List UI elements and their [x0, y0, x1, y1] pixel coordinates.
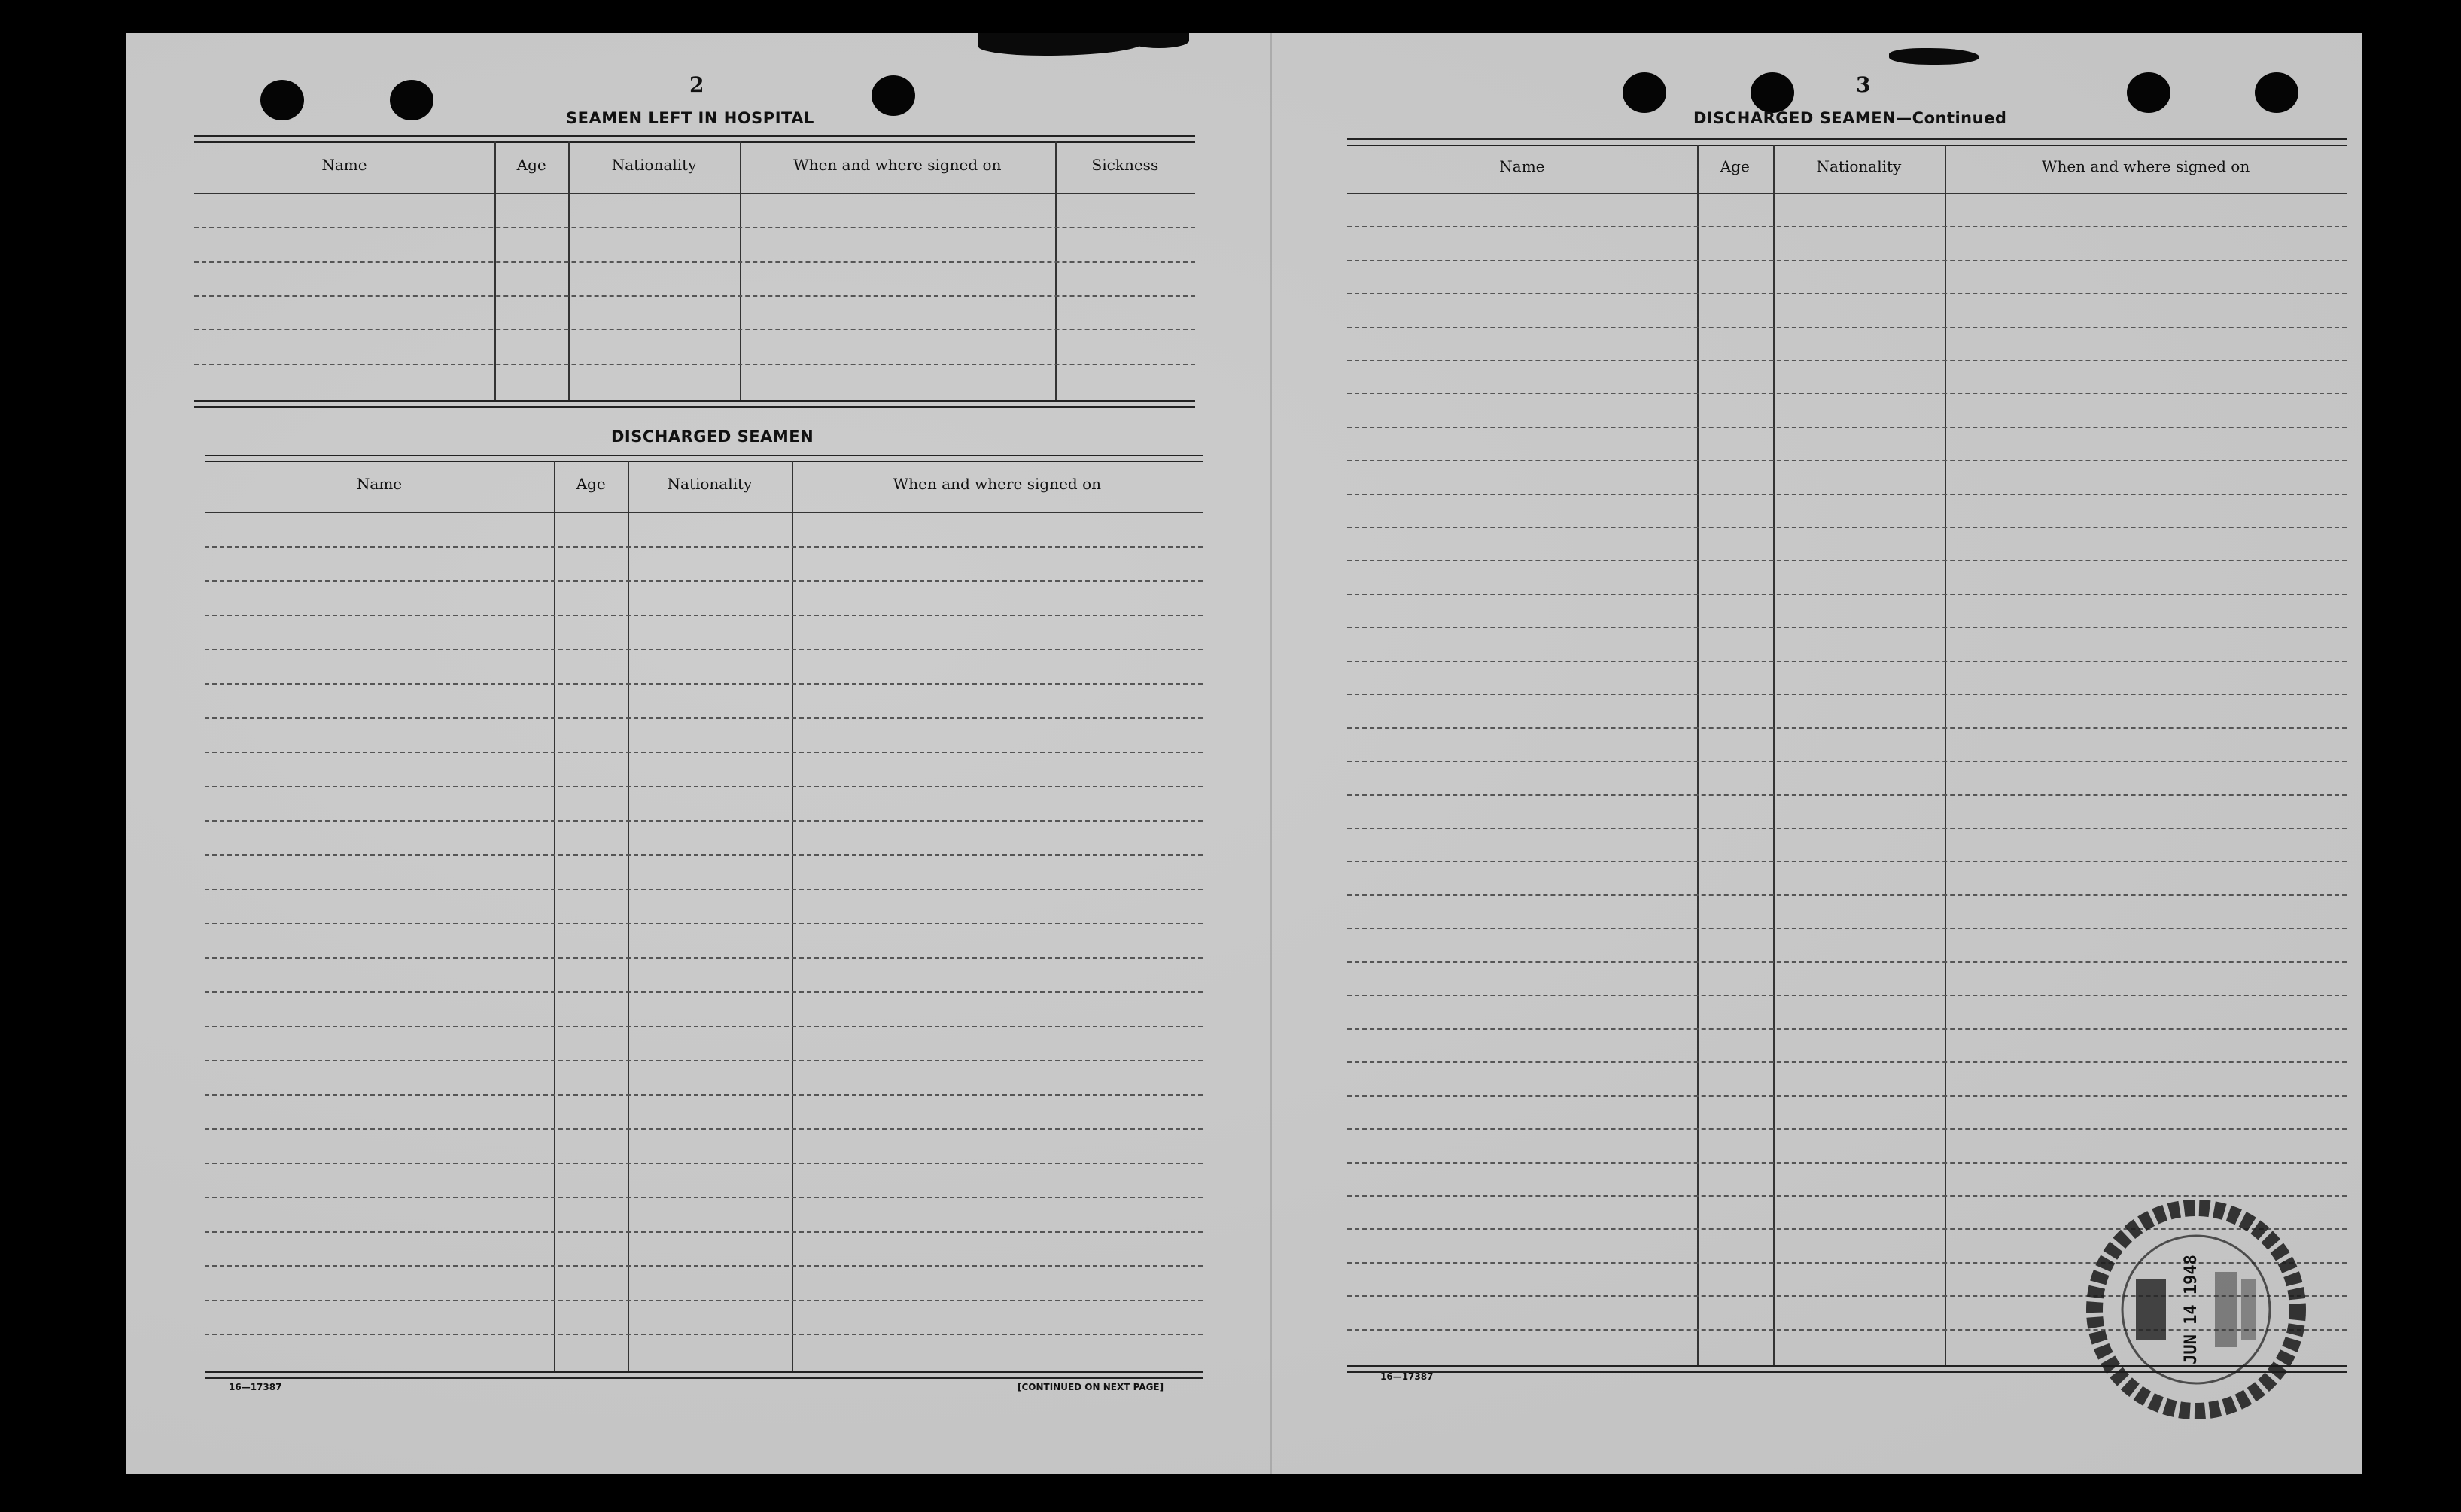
- table-row: [1347, 828, 2347, 829]
- discharged-section-title-right: [1693, 109, 2006, 127]
- discharged-table-right: [1347, 138, 2347, 1370]
- postmark-stamp: [2083, 1197, 2309, 1422]
- page-number-left: 2: [689, 72, 704, 97]
- table-row: [205, 854, 1203, 856]
- table-row: [1347, 494, 2347, 495]
- table-row: [194, 261, 1195, 263]
- table-row: [1347, 1095, 2347, 1097]
- table-row: [1347, 560, 2347, 561]
- column-divider: [554, 461, 555, 1371]
- punch-hole: [1751, 72, 1794, 113]
- column-divider: [494, 141, 496, 400]
- table-row: [205, 1128, 1203, 1130]
- table-row: [1347, 393, 2347, 394]
- table-header-rule: [194, 193, 1195, 194]
- table-row: [1347, 360, 2347, 361]
- column-header: Age: [576, 474, 606, 493]
- table-row: [194, 364, 1195, 365]
- table-row: [194, 295, 1195, 297]
- table-bottom-rule: [194, 400, 1195, 408]
- table-row: [1347, 995, 2347, 996]
- table-row: [205, 717, 1203, 719]
- stamp-date: JUN 14 1948: [2182, 1255, 2201, 1364]
- table-row: [205, 580, 1203, 582]
- column-header: Age: [516, 155, 546, 174]
- table-row: [205, 1231, 1203, 1233]
- column-header: Name: [321, 155, 367, 174]
- column-divider: [792, 461, 793, 1371]
- table-row: [194, 329, 1195, 330]
- table-row: [205, 1094, 1203, 1096]
- table-row: [1347, 260, 2347, 261]
- table-row: [1347, 894, 2347, 896]
- torn-edge: [1129, 33, 1189, 48]
- column-header: Nationality: [1816, 157, 1902, 176]
- table-row: [205, 683, 1203, 685]
- column-divider: [740, 141, 741, 400]
- table-row: [194, 227, 1195, 228]
- table-row: [205, 786, 1203, 787]
- table-row: [1347, 327, 2347, 328]
- discharged-section-title-left: DISCHARGED SEAMEN: [611, 427, 814, 446]
- column-header: When and where signed on: [2041, 157, 2250, 176]
- discharged-title-main: DISCHARGED SEAMEN: [1693, 109, 1897, 127]
- table-row: [1347, 627, 2347, 628]
- table-row: [205, 615, 1203, 616]
- table-row: [1347, 226, 2347, 227]
- torn-edge: [1889, 48, 1979, 65]
- table-row: [1347, 961, 2347, 963]
- punch-hole: [1623, 72, 1666, 113]
- table-bottom-rule: [205, 1371, 1203, 1379]
- table-row: [1347, 761, 2347, 762]
- table-row: [1347, 1061, 2347, 1063]
- column-header: Sickness: [1091, 155, 1159, 174]
- table-row: [205, 1265, 1203, 1267]
- column-divider: [628, 461, 629, 1371]
- punch-hole: [872, 75, 915, 116]
- continued-note: [CONTINUED ON NEXT PAGE]: [1018, 1382, 1164, 1392]
- form-number-left: 16—17387: [229, 1382, 282, 1392]
- table-row: [205, 1334, 1203, 1335]
- table-row: [1347, 1028, 2347, 1030]
- table-row: [205, 957, 1203, 959]
- table-top-rule: [205, 455, 1203, 462]
- column-header: Age: [1720, 157, 1750, 176]
- punch-hole: [2127, 72, 2170, 113]
- table-top-rule: [1347, 138, 2347, 146]
- discharged-title-suffix: —Continued: [1896, 109, 2007, 127]
- table-row: [205, 752, 1203, 753]
- discharged-table-left: [205, 455, 1203, 1376]
- table-row: [205, 889, 1203, 890]
- punch-hole: [390, 80, 433, 120]
- page-number-right: 3: [1856, 72, 1871, 97]
- column-divider: [568, 141, 570, 400]
- table-row: [205, 1060, 1203, 1061]
- table-row: [205, 649, 1203, 650]
- hospital-table: [194, 135, 1195, 405]
- table-row: [1347, 293, 2347, 294]
- column-header: When and where signed on: [893, 474, 1101, 493]
- table-row: [1347, 861, 2347, 862]
- table-row: [1347, 727, 2347, 729]
- column-header: When and where signed on: [793, 155, 1002, 174]
- table-row: [1347, 694, 2347, 695]
- column-header: Nationality: [611, 155, 697, 174]
- table-row: [1347, 460, 2347, 461]
- table-row: [205, 1026, 1203, 1027]
- table-row: [205, 1163, 1203, 1164]
- hospital-section-title: SEAMEN LEFT IN HOSPITAL: [566, 109, 814, 127]
- table-row: [205, 546, 1203, 548]
- table-row: [1347, 928, 2347, 929]
- table-row: [205, 820, 1203, 822]
- table-row: [1347, 1162, 2347, 1164]
- table-row: [205, 1197, 1203, 1198]
- table-top-rule: [194, 135, 1195, 143]
- table-row: [1347, 427, 2347, 428]
- page-fold: [1270, 33, 1272, 1474]
- table-header-rule: [1347, 193, 2347, 194]
- column-divider: [1055, 141, 1057, 400]
- column-header: Nationality: [667, 474, 753, 493]
- table-row: [205, 991, 1203, 993]
- table-row: [1347, 794, 2347, 796]
- table-row: [205, 923, 1203, 924]
- table-row: [1347, 594, 2347, 595]
- column-header: Name: [1499, 157, 1545, 176]
- table-row: [1347, 527, 2347, 528]
- column-header: Name: [356, 474, 403, 493]
- punch-hole: [260, 80, 304, 120]
- punch-hole: [2255, 72, 2298, 113]
- form-number-right: 16—17387: [1380, 1371, 1434, 1382]
- table-header-rule: [205, 512, 1203, 513]
- table-row: [1347, 1128, 2347, 1130]
- table-row: [1347, 661, 2347, 662]
- table-row: [205, 1300, 1203, 1301]
